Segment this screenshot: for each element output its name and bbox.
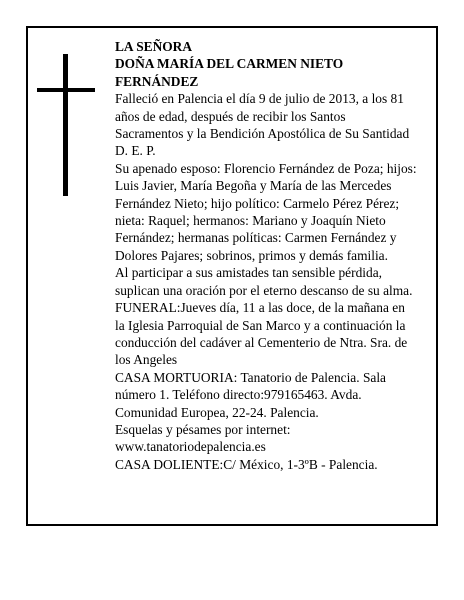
- cross-icon: [63, 54, 68, 196]
- funeral-details: FUNERAL:Jueves día, 11 a las doce, de la mañana en la Iglesia Parroquial de San Marco y a continuación la conducción del cadáver al Cementerio de Ntra. Sra. de los Angeles: [115, 300, 408, 368]
- online-label: Esquelas y pésames por internet:: [115, 421, 291, 437]
- website-link[interactable]: www.tanatoriodepalencia.es: [115, 439, 266, 455]
- deceased-name: DOÑA MARÍA DEL CARMEN NIETO FERNÁNDEZ: [115, 56, 344, 89]
- prayer-request: Al participar a sus amistades tan sensible pérdida, suplican una oración por el eterno descanso de su alma.: [115, 265, 413, 298]
- cross-icon-arm: [37, 88, 95, 92]
- family-list: Su apenado esposo: Florencio Fernández de Poza; hijos: Luis Javier, María Begoña y María de las Mercedes Fernández Nieto; hijo político: Carmelo Pérez Pérez; nieta: Raquel; hermanos: Mariano y Joaquín Nieto Fernández; hermanas políticas: Carmen Fernández y Dolores Pajares; sobrinos, primos y demás familia.: [115, 160, 417, 263]
- rip-text: D. E. P.: [115, 143, 156, 159]
- obituary-heading: LA SEÑORA: [115, 39, 193, 54]
- death-notice: Falleció en Palencia el día 9 de julio de 2013, a los 81 años de edad, después de recibir los Santos Sacramentos y la Bendición Apostólica de Su Santidad: [115, 91, 410, 142]
- funeral-home: CASA MORTUORIA: Tanatorio de Palencia. Sala número 1. Teléfono directo:979165463. Avda. Comunidad Europea, 22-24. Palencia.: [115, 369, 386, 420]
- family-home: CASA DOLIENTE:C/ México, 1-3ºB - Palencia.: [115, 456, 378, 472]
- obituary-text: [115, 38, 417, 473]
